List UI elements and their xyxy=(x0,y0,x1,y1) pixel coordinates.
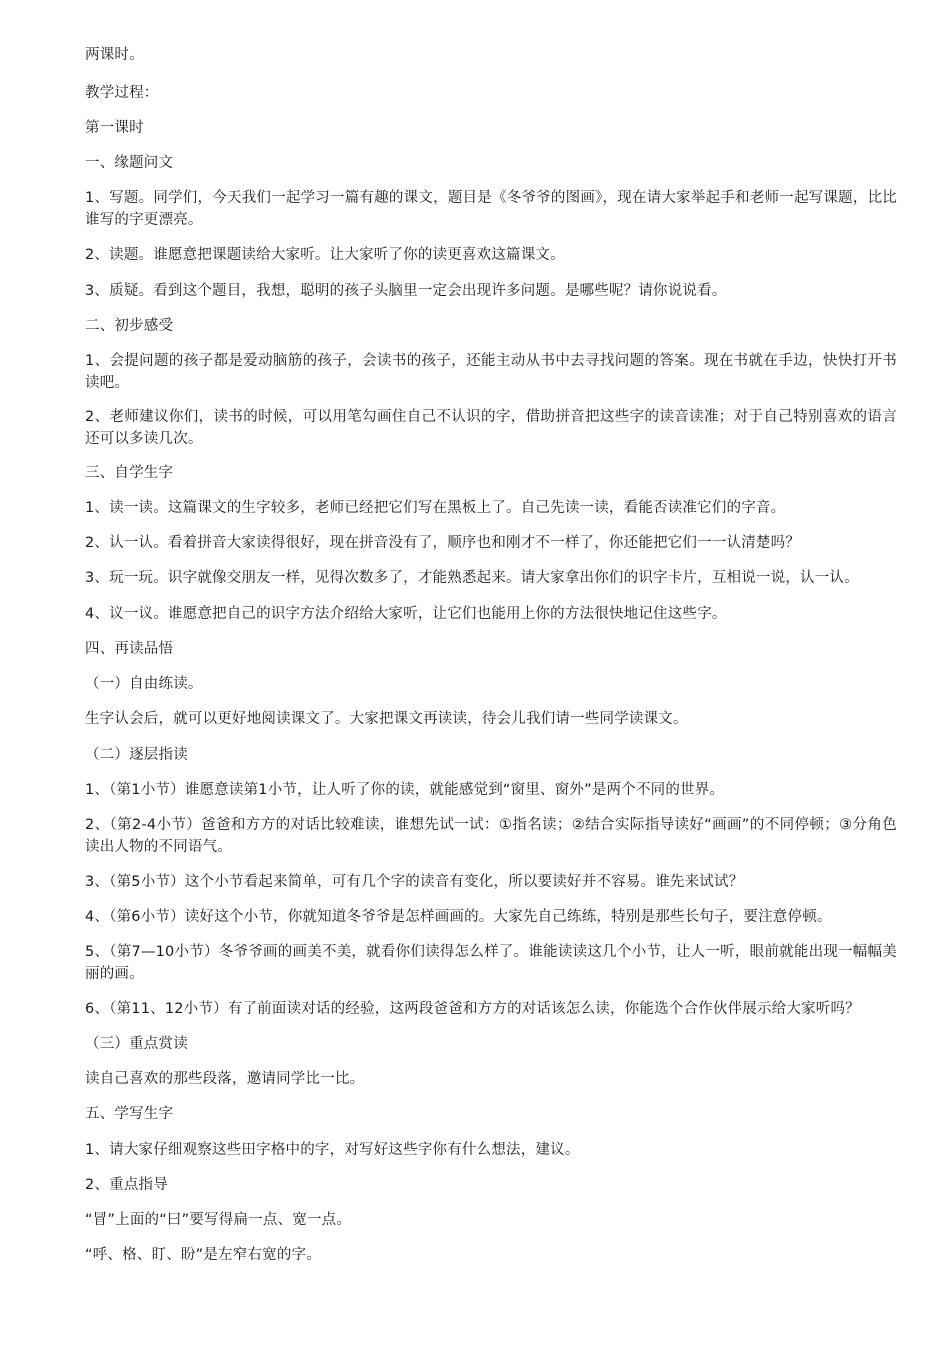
section-heading: 二、初步感受 xyxy=(85,318,174,334)
paragraph: 生字认会后，就可以更好地阅读课文了。大家把课文再读读，待会儿我们请一些同学读课文。 xyxy=(85,711,688,727)
paragraph: “冒”上面的“曰”要写得扁一点、宽一点。 xyxy=(85,1212,352,1228)
paragraph: 5、（第7—10小节）冬爷爷画的画美不美，就看你们读得怎么样了。谁能读读这几个小节，让人一听，眼前就能出现一幅幅美丽的画。 xyxy=(85,944,897,982)
paragraph: 4、议一议。谁愿意把自己的识字方法介绍给大家听，让它们也能用上你的方法很快地记住这些字。 xyxy=(85,606,727,622)
paragraph: 2、（第2-4小节）爸爸和方方的对话比较难读，谁想先试一试：①指名读；②结合实际指导读好“画画”的不同停顿；③分角色读出人物的不同语气。 xyxy=(85,817,897,855)
paragraph: 1、请大家仔细观察这些田字格中的字，对写好这些字你有什么想法，建议。 xyxy=(85,1142,580,1158)
paragraph: 1、（第1小节）谁愿意读第1小节，让人听了你的读，就能感觉到“窗里、窗外”是两个不同的世界。 xyxy=(85,782,725,798)
paragraph: 2、读题。谁愿意把课题读给大家听。让大家听了你的读更喜欢这篇课文。 xyxy=(85,247,565,263)
paragraph: 6、（第11、12小节）有了前面读对话的经验，这两段爸爸和方方的对话该怎么读，你能选个合作伙伴展示给大家听吗？ xyxy=(85,1001,860,1017)
paragraph: 2、认一认。看着拼音大家读得很好，现在拼音没有了，顺序也和刚才不一样了，你还能把它们一一认清楚吗？ xyxy=(85,535,801,551)
sub-heading: （一）自由练读。 xyxy=(85,676,203,692)
paragraph: “呼、格、盯、盼”是左窄右宽的字。 xyxy=(85,1247,321,1263)
paragraph: 3、玩一玩。识字就像交朋友一样，见得次数多了，才能熟悉起来。请大家拿出你们的识字卡片，互相说一说，认一认。 xyxy=(85,570,859,586)
paragraph: 读自己喜欢的那些段落，邀请同学比一比。 xyxy=(85,1071,365,1087)
paragraph: 3、（第5小节）这个小节看起来简单，可有几个字的读音有变化，所以要读好并不容易。谁先来试试？ xyxy=(85,874,744,890)
paragraph: 1、会提问题的孩子都是爱动脑筋的孩子，会读书的孩子，还能主动从书中去寻找问题的答案。现在书就在手边，快快打开书读吧。 xyxy=(85,353,897,391)
paragraph: 1、写题。同学们，今天我们一起学习一篇有趣的课文，题目是《冬爷爷的图画》，现在请大家举起手和老师一起写课题，比比谁写的字更漂亮。 xyxy=(85,190,897,228)
paragraph: 4、（第6小节）读好这个小节，你就知道冬爷爷是怎样画画的。大家先自己练练，特别是那些长句子，要注意停顿。 xyxy=(85,909,832,925)
paragraph: 2、重点指导 xyxy=(85,1177,168,1193)
paragraph: 教学过程： xyxy=(85,85,159,101)
sub-heading: （二）逐层指读 xyxy=(85,747,188,763)
paragraph: 两课时。 xyxy=(85,47,144,63)
section-heading: 五、学写生字 xyxy=(85,1106,174,1122)
paragraph: 3、质疑。看到这个题目，我想，聪明的孩子头脑里一定会出现许多问题。是哪些呢？请你说说看。 xyxy=(85,283,727,299)
section-heading: 第一课时 xyxy=(85,120,144,136)
section-heading: 四、再读品悟 xyxy=(85,641,174,657)
paragraph: 2、老师建议你们，读书的时候，可以用笔勾画住自己不认识的字，借助拼音把这些字的读音读准；对于自己特别喜欢的语言还可以多读几次。 xyxy=(85,409,897,447)
sub-heading: （三）重点赏读 xyxy=(85,1036,188,1052)
paragraph: 1、读一读。这篇课文的生字较多，老师已经把它们写在黑板上了。自己先读一读，看能否读准它们的字音。 xyxy=(85,500,786,516)
section-heading: 一、缘题问文 xyxy=(85,155,174,171)
section-heading: 三、自学生字 xyxy=(85,465,174,481)
